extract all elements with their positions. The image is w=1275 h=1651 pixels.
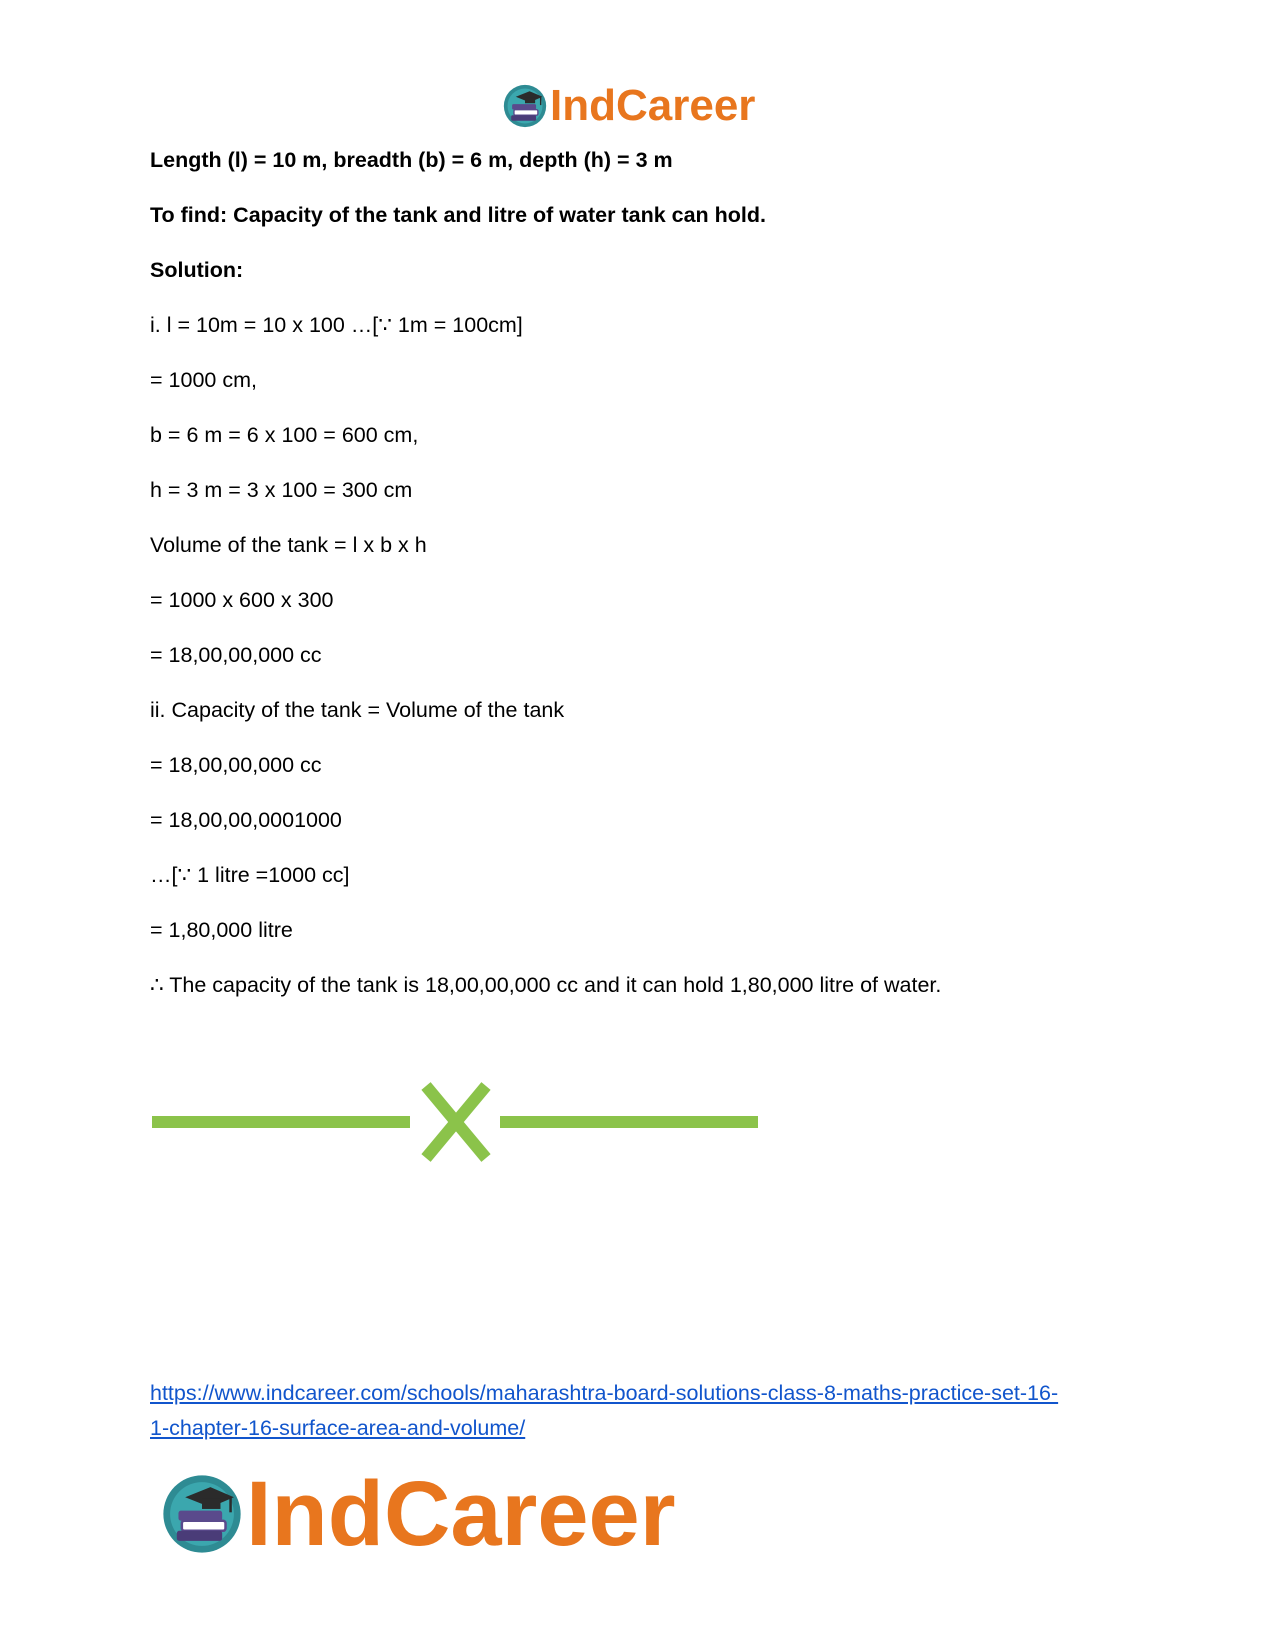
to-find: To find: Capacity of the tank and litre of water tank can hold.: [150, 203, 766, 227]
solution-step: = 1000 cm,: [150, 368, 257, 392]
logo-wordmark: IndCareer: [246, 1463, 676, 1565]
solution-step: b = 6 m = 6 x 100 = 600 cm,: [150, 423, 419, 447]
solution-step: = 18,00,00,000 cc: [150, 643, 322, 667]
section-divider: [150, 1082, 760, 1162]
footer-logo: [160, 1464, 676, 1564]
source-link-line2[interactable]: 1-chapter-16-surface-area-and-volume/: [150, 1416, 526, 1440]
divider-right-bar: [500, 1116, 758, 1128]
divider-left-bar: [152, 1116, 410, 1128]
solution-step: h = 3 m = 3 x 100 = 300 cm: [150, 478, 413, 502]
solution-step: = 1,80,000 litre: [150, 918, 293, 942]
divider-x-icon: [426, 1086, 486, 1158]
solution-step: ii. Capacity of the tank = Volume of the tank: [150, 698, 565, 722]
header-logo: [502, 78, 755, 134]
solution-step: …[∵ 1 litre =1000 cc]: [150, 863, 350, 887]
solution-heading: Solution:: [150, 258, 244, 282]
book-globe-icon: [160, 1472, 244, 1556]
logo-wordmark: IndCareer: [550, 81, 756, 130]
given-values: Length (l) = 10 m, breadth (b) = 6 m, depth (h) = 3 m: [150, 148, 673, 172]
solution-step: Volume of the tank = l x b x h: [150, 533, 427, 557]
conclusion: ∴ The capacity of the tank is 18,00,00,000 cc and it can hold 1,80,000 litre of water.: [150, 973, 942, 997]
solution-content: [150, 148, 1150, 1028]
solution-step: = 18,00,00,000 cc: [150, 753, 322, 777]
source-link-line1[interactable]: https://www.indcareer.com/schools/maharashtra-board-solutions-class-8-maths-practice-set-16-: [150, 1381, 1059, 1405]
solution-step: = 1000 x 600 x 300: [150, 588, 334, 612]
book-globe-icon: [502, 83, 548, 129]
solution-step: = 18,00,00,0001000: [150, 808, 342, 832]
solution-step: i. l = 10m = 10 x 100 …[∵ 1m = 100cm]: [150, 313, 523, 337]
source-link[interactable]: [150, 1376, 1150, 1446]
